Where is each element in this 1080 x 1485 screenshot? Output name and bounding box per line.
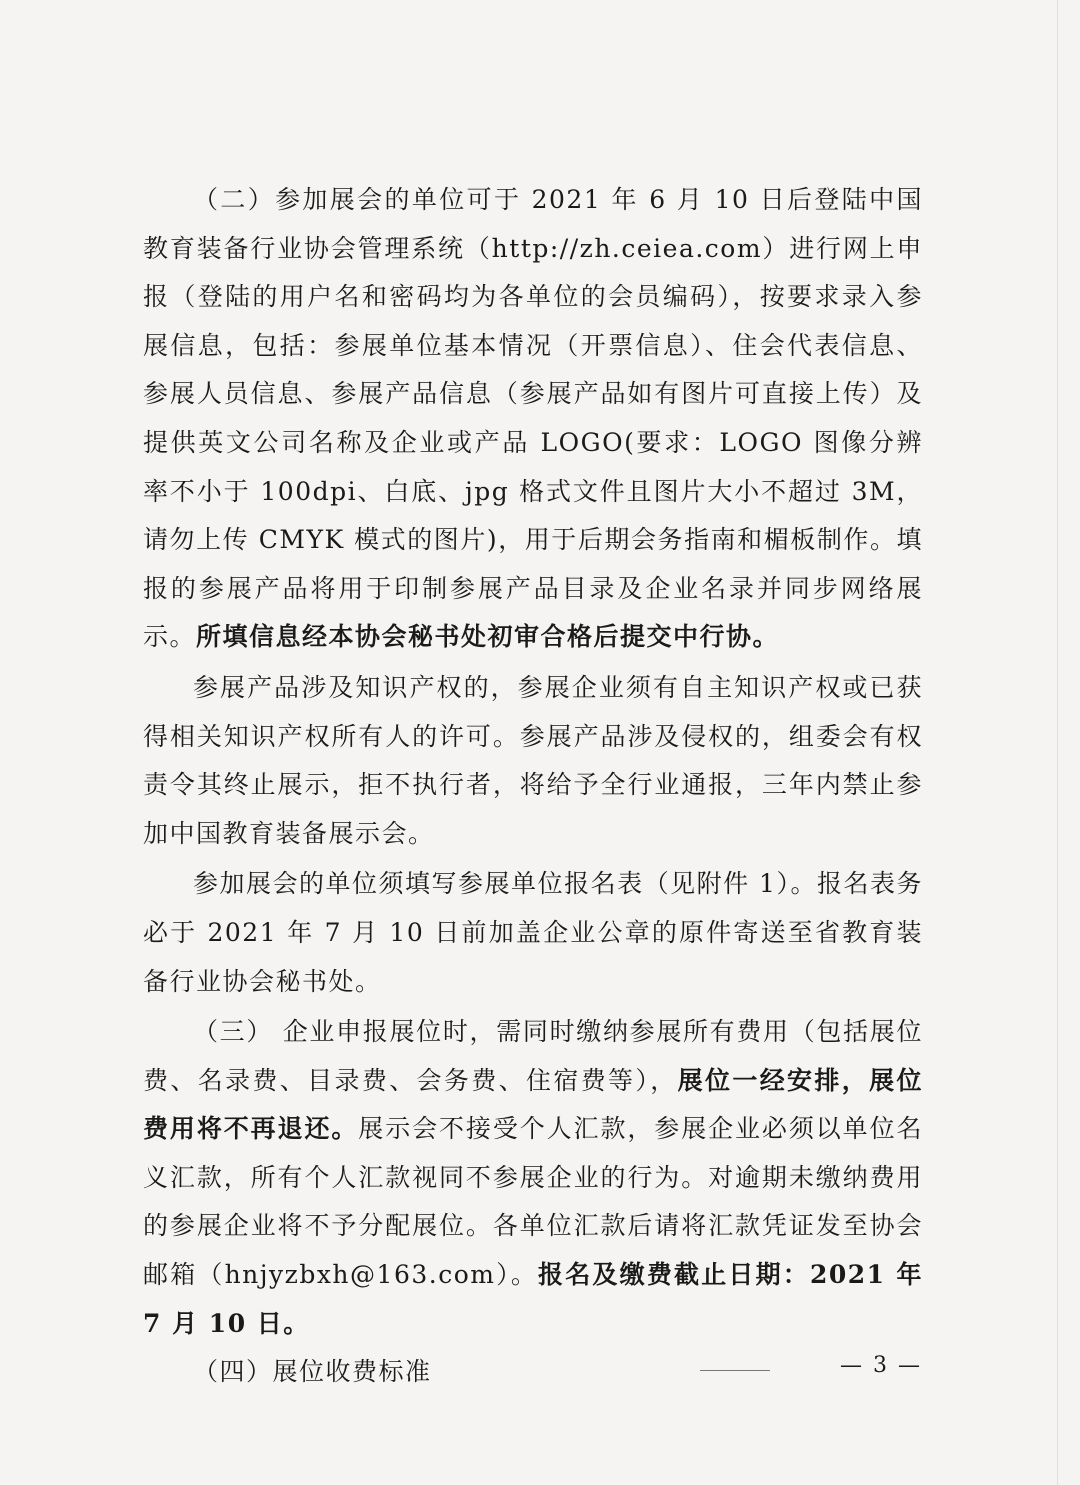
scan-edge-line bbox=[1057, 0, 1058, 1485]
paragraph-ip: 参展产品涉及知识产权的，参展企业须有自主知识产权或已获得相关知识产权所有人的许可。参展产品涉及侵权的，组委会有权责令其终止展示，拒不执行者，将给予全行业通报，三年内禁止参加中国教育装备展示会。 bbox=[143, 672, 923, 848]
page-number: — 3 — bbox=[840, 1353, 922, 1378]
paragraph-fees bbox=[143, 1008, 923, 1348]
paragraph-section-heading: （四）展位收费标准 bbox=[193, 1357, 432, 1387]
paragraph-registration-bold: 所填信息经本协会秘书处初审合格后提交中行协。 bbox=[196, 622, 780, 652]
paragraph-fees-bold-1: 展位一经安排，展位费用将不再退还。 bbox=[143, 1065, 923, 1144]
paragraph-fees-text-1: （三） 企业申报展位时，需同时缴纳参展所有费用（包括展位费、名录费、目录费、会务费、住宿费等）， bbox=[143, 1017, 923, 1095]
footer-rule bbox=[700, 1370, 770, 1371]
paragraph-registration bbox=[143, 176, 923, 662]
paragraph-form: 参加展会的单位须填写参展单位报名表（见附件 1）。报名表务必于 2021 年 7 月 10 日前加盖企业公章的原件寄送至省教育装备行业协会秘书处。 bbox=[143, 869, 923, 996]
paragraph-registration-text: （二）参加展会的单位可于 2021 年 6 月 10 日后登陆中国教育装备行业协会管理系统（http://zh.ceiea.com）进行网上申报（登陆的用户名和密码均为各单位的会员编码），按要求录入参展信息，包括：参展单位基本情况（开票信息）、住会代表信息、参展人员信息、参展产品信息（参展产品如有图片可直接上传）及提供英文公司名称及企业或产品 LOGO(要求：LOGO 图像分辨率不小于 100dpi、白底、jpg 格式文件且图片大小不超过 3M，请勿上传 CMYK 模式的图片)，用于后期会务指南和楣板制作。填报的参展产品将用于印制参展产品目录及企业名录并同步网络展示。 bbox=[143, 185, 923, 652]
paragraph-fees-text-2: 展示会不接受个人汇款，参展企业必须以单位名义汇款，所有个人汇款视同不参展企业的行为。对逾期未缴纳费用的参展企业将不予分配展位。各单位汇款后请将汇款凭证发至协会邮箱（hnjyzbxh@163.com）。 bbox=[143, 1114, 923, 1290]
document-body bbox=[143, 176, 923, 1397]
paragraph-fees-bold-2: 报名及缴费截止日期：2021 年 7 月 10 日。 bbox=[143, 1260, 923, 1338]
page-footer bbox=[700, 1347, 940, 1387]
